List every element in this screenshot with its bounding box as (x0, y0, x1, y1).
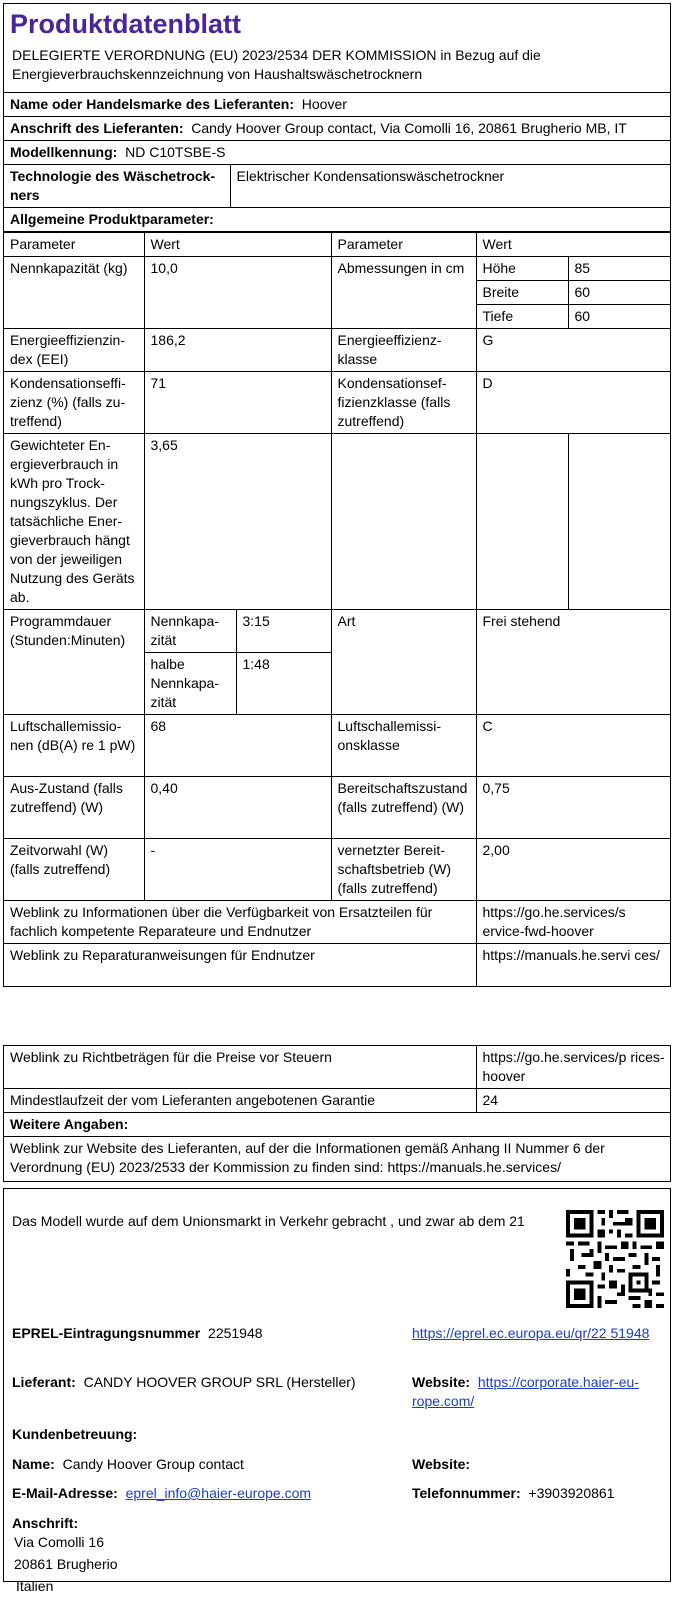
general-params-table (4, 232, 670, 986)
delay-start-label: Zeitvorwahl (W) (falls zutreffend) (4, 839, 144, 901)
program-half-value: 1:48 (236, 653, 331, 715)
cs-phone-value: +3903920861 (528, 1485, 615, 1501)
supplier-address-label: Anschrift des Lieferanten: (10, 120, 184, 136)
weighted-energy-value: 3,65 (144, 434, 331, 610)
further-info-heading: Weitere Angaben: (4, 1113, 670, 1137)
address-heading: Anschrift: (12, 1515, 79, 1531)
further-info-text: Weblink zur Website des Lieferanten, auf der die Informationen gemäß Anhang II Nummer 6 der Verordnung (EU) 2023/2533 der Kommission zu finden sind: https://manuals.he.services/ (4, 1137, 670, 1181)
noise-value: 68 (144, 715, 331, 777)
prices-link[interactable]: https://go.he.services/p rices-hoover (476, 1046, 670, 1089)
eprel-label: EPREL-Eintragungsnummer (12, 1325, 201, 1341)
warranty-value: 24 (476, 1089, 670, 1113)
qr-code-icon[interactable] (566, 1210, 664, 1308)
supplier-name-row (4, 93, 670, 117)
col-header-param2: Parameter (331, 233, 476, 257)
additional-info-table (4, 1046, 670, 1181)
website-link[interactable]: https://corporate.haier-europe.com/ (412, 1374, 639, 1409)
cond-class-label: Kondensationseffizienzklasse (falls zutreffend) (331, 372, 476, 434)
spare-parts-link[interactable]: https://go.he.services/s ervice-fwd-hoover (476, 901, 670, 944)
height-label: Höhe (476, 257, 568, 281)
type-value: Frei stehend (476, 610, 670, 715)
eprel-row (12, 1324, 263, 1343)
off-mode-value: 0,40 (144, 777, 331, 839)
cs-email-label: E-Mail-Adresse: (12, 1485, 118, 1501)
supplier-value: CANDY HOOVER GROUP SRL (Hersteller) (83, 1374, 356, 1390)
networked-standby-label: vernetzter Bereitschaftsbetrieb (W) (falls zutreffend) (331, 839, 476, 901)
energy-class-label: Energieeffizienzklasse (331, 329, 476, 372)
depth-label: Tiefe (476, 305, 568, 329)
program-duration-label: Programmdauer (Stunden:Minuten) (4, 610, 144, 715)
spare-parts-label: Weblink zu Informationen über die Verfügbarkeit von Ersatzteilen für fachlich kompetente Reparateure und Endnutzer (4, 901, 476, 944)
eei-value: 186,2 (144, 329, 331, 372)
height-value: 85 (568, 257, 670, 281)
col-header-value: Wert (144, 233, 331, 257)
page-title: Produktdatenblatt (10, 9, 242, 39)
networked-standby-value: 2,00 (476, 839, 670, 901)
off-mode-label: Aus-Zustand (falls zutreffend) (W) (4, 777, 144, 839)
technology-label: Technologie des Wäschetrockners (4, 165, 230, 208)
standby-label: Bereitschaftszustand (falls zutreffend) (W) (331, 777, 476, 839)
cond-eff-value: 71 (144, 372, 331, 434)
supplier-address-row (4, 117, 670, 141)
noise-class-value: C (476, 715, 670, 777)
address-line-2: 20861 Brugherio (14, 1556, 118, 1572)
cs-phone-row (412, 1484, 614, 1503)
col-header-value2: Wert (476, 233, 670, 257)
market-placement-text: Das Modell wurde auf dem Unionsmarkt in Verkehr gebracht , und zwar ab dem 21 (12, 1213, 525, 1229)
additional-info-block (3, 1045, 671, 1182)
general-params-heading: Allgemeine Produktparameter: (4, 208, 670, 232)
rated-capacity-label: Nennkapazität (kg) (4, 257, 144, 329)
program-full-value: 3:15 (236, 610, 331, 653)
supplier-table (4, 92, 670, 232)
empty-cell (568, 434, 670, 610)
delay-start-value: - (144, 839, 331, 901)
supplier-row (12, 1373, 356, 1392)
standby-value: 0,75 (476, 777, 670, 839)
cs-website-label: Website: (412, 1456, 471, 1472)
prices-label: Weblink zu Richtbeträgen für die Preise vor Steuern (4, 1046, 476, 1089)
supplier-label: Lieferant: (12, 1374, 76, 1390)
supplier-name-label: Name oder Handelsmarke des Lieferanten: (10, 96, 294, 112)
eprel-number: 2251948 (208, 1325, 263, 1341)
dimensions-label: Abmessungen in cm (331, 257, 476, 329)
cs-email-link[interactable]: eprel_info@haier-europe.com (125, 1485, 312, 1501)
website-label: Website: (412, 1374, 471, 1390)
warranty-label: Mindestlaufzeit der vom Lieferanten angebotenen Garantie (4, 1089, 476, 1113)
cond-eff-label: Kondensationseffizienz (%) (falls zutreffend) (4, 372, 144, 434)
empty-cell (476, 434, 568, 610)
energy-class-value: G (476, 329, 670, 372)
eei-label: Energieeffizienzindex (EEI) (4, 329, 144, 372)
depth-value: 60 (568, 305, 670, 329)
cs-email-row (12, 1484, 311, 1503)
col-header-param: Parameter (4, 233, 144, 257)
noise-label: Luftschallemissionen (dB(A) re 1 pW) (4, 715, 144, 777)
type-label: Art (331, 610, 476, 715)
cs-name-label: Name: (12, 1456, 55, 1472)
weighted-energy-label: Gewichteter Energieverbrauch in kWh pro Trocknungszyklus. Der tatsächliche Energieverbrauch hängt von der jeweiligen Nutzung des Geräts ab. (4, 434, 144, 610)
width-value: 60 (568, 281, 670, 305)
address-line-3: Italien (16, 1578, 54, 1594)
website-row (412, 1373, 667, 1411)
product-datasheet (3, 3, 671, 987)
model-id-row (4, 141, 670, 165)
eprel-link[interactable]: https://eprel.ec.europa.eu/qr/22 51948 (412, 1325, 650, 1341)
cond-class-value: D (476, 372, 670, 434)
width-label: Breite (476, 281, 568, 305)
cs-name-row (12, 1455, 244, 1474)
program-full-label: Nennkapazität (144, 610, 236, 653)
program-half-label: halbe Nennkapazität (144, 653, 236, 715)
customer-service-heading: Kundenbetreuung: (12, 1426, 138, 1442)
model-id-label: Modellkennung: (10, 144, 118, 160)
cs-phone-label: Telefonnummer: (412, 1485, 521, 1501)
technology-value: Elektrischer Kondensationswäschetrockner (230, 165, 670, 208)
cs-name-value: Candy Hoover Group contact (62, 1456, 244, 1472)
model-id-value: ND C10TSBE-S (125, 144, 226, 160)
regulation-subtitle: DELEGIERTE VERORDNUNG (EU) 2023/2534 DER KOMMISSION in Bezug auf die Energieverbrauchskennzeichnung von Haushaltswäschetrocknern (12, 47, 541, 82)
address-line-1: Via Comolli 16 (14, 1534, 105, 1550)
empty-cell (331, 434, 476, 610)
repair-link[interactable]: https://manuals.he.servi ces/ (476, 944, 670, 986)
noise-class-label: Luftschallemissionsklasse (331, 715, 476, 777)
repair-label: Weblink zu Reparaturanweisungen für Endnutzer (4, 944, 476, 986)
supplier-name-value: Hoover (301, 96, 347, 112)
supplier-address-value: Candy Hoover Group contact, Via Comolli 16, 20861 Brugherio MB, IT (191, 120, 627, 136)
rated-capacity-value: 10,0 (144, 257, 331, 329)
